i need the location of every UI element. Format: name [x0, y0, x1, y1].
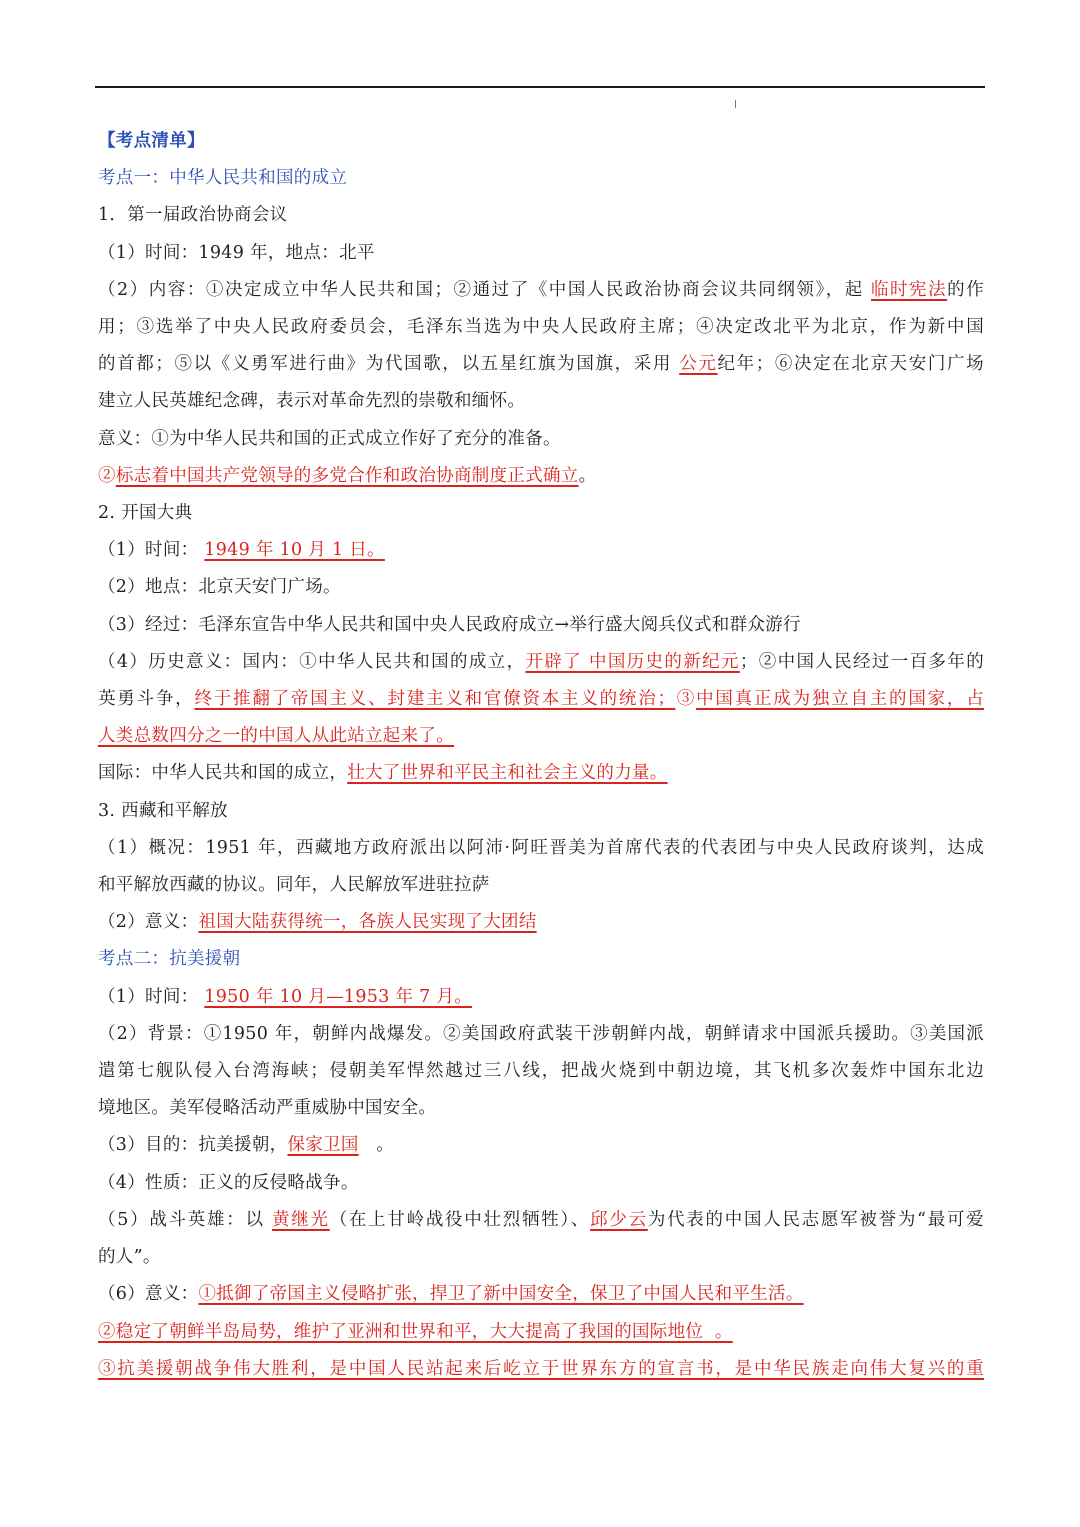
highlight-stood-up: 人类总数四分之一的中国人从此站立起来了。 [98, 726, 454, 747]
section1-significance-1: 意义：①为中华人民共和国的正式成立作好了充分的准备。 [98, 428, 561, 449]
highlight-independent: 中国真正成为独立自主的国家，占 [696, 689, 985, 710]
section1-content-line2: 用；③选举了中央人民政府委员会，毛泽东当选为中央人民政府主席；④决定改北平为北京，作为新中国 [98, 317, 984, 338]
topic1-title: 考点一：中华人民共和国的成立 [98, 168, 348, 189]
highlight-gregorian-era: 公元 [679, 354, 718, 375]
document-body [98, 123, 984, 1388]
highlight-war-dates: 1950 年 10 月—1953 年 7 月。 [204, 986, 473, 1007]
section1-content-line4: 建立人民英雄纪念碑，表示对革命先烈的崇敬和缅怀。 [98, 391, 526, 412]
list-title: 【考点清单】 [98, 131, 205, 151]
topic2-time: （1）时间： 1950 年 10 月—1953 年 7 月。 [98, 986, 473, 1007]
section3-overview-line1: （1）概况：1951 年，西藏地方政府派出以阿沛·阿旺晋美为首席代表的代表团与中央人民政府谈判，达成 [98, 837, 984, 858]
topic2-nature: （4）性质：正义的反侵略战争。 [98, 1172, 359, 1193]
topic2-heroes-line1: （5）战斗英雄：以 黄继光（在上甘岭战役中壮烈牺牲）、邱少云为代表的中国人民志愿军被誉为“最可爱 [98, 1209, 984, 1230]
section1-significance-2: ②标志着中国共产党领导的多党合作和政治协商制度正式确立。 [98, 465, 597, 486]
topic2-significance-2 [98, 1314, 984, 1351]
highlight-founding-date: 1949 年 10 月 1 日。 [204, 540, 385, 561]
highlight-unification: 祖国大陆获得统一，各族人民实现了大团结 [198, 912, 537, 933]
topic2-significance-3 [98, 1351, 984, 1388]
section2-international: 国际：中华人民共和国的成立，壮大了世界和平民主和社会主义的力量。 [98, 763, 668, 784]
header-tick-mark [735, 100, 736, 108]
topic2-significance-1: （6）意义：①抵御了帝国主义侵略扩张，捍卫了新中国安全，保卫了中国人民和平生活。 [98, 1284, 804, 1305]
section1-content-line3: 的首都；⑤以《义勇军进行曲》为代国歌，以五星红旗为国旗，采用 公元纪年；⑥决定在北京天安门广场 [98, 354, 984, 375]
section2-title: 2. 开国大典 [98, 503, 193, 524]
highlight-korea-stability: ②稳定了朝鲜半岛局势，维护了亚洲和世界和平，大大提高了我国的国际地位 。 [98, 1321, 733, 1342]
highlight-great-victory: ③抗美援朝战争伟大胜利，是中国人民站起来后屹立于世界东方的宣言书，是中华民族走向伟大复兴的重 [98, 1358, 984, 1379]
highlight-provisional-constitution: 临时宪法 [870, 279, 948, 300]
section1-time: （1）时间：1949 年，地点：北平 [98, 242, 375, 263]
topic2-background-line1: （2）背景：①1950 年，朝鲜内战爆发。②美国政府武装干涉朝鲜内战，朝鲜请求中国派兵援助。③美国派 [98, 1023, 984, 1044]
highlight-cpc-system: 标志着中国共产党领导的多党合作和政治协商制度正式确立 [115, 465, 579, 486]
highlight-defend-homeland: 保家卫国 [287, 1135, 359, 1156]
section3-title: 3. 西藏和平解放 [98, 800, 228, 821]
highlight-world-peace: 壮大了世界和平民主和社会主义的力量。 [347, 763, 668, 784]
header-rule [95, 86, 985, 88]
section2-time: （1）时间： 1949 年 10 月 1 日。 [98, 540, 385, 561]
topic2-background-line2: 遣第七舰队侵入台湾海峡；侵朝美军悍然越过三八线，把战火烧到中朝边境，其飞机多次轰炸中国东北边 [98, 1061, 984, 1082]
section1-content-line1: （2）内容：①决定成立中华人民共和国；②通过了《中国人民政治协商会议共同纲领》，起 临时宪法的作 [98, 279, 985, 300]
section1-title: 1．第一届政治协商会议 [98, 205, 288, 226]
topic2-heroes-line2: 的人”。 [98, 1247, 161, 1268]
section2-place: （2）地点：北京天安门广场。 [98, 577, 341, 598]
topic2-goal: （3）目的：抗美援朝，保家卫国 。 [98, 1135, 395, 1156]
section2-history-line2: 英勇斗争，终于推翻了帝国主义、封建主义和官僚资本主义的统治；③中国真正成为独立自主的国家，占 [98, 689, 985, 710]
highlight-huang-jiguang: 黄继光 [272, 1209, 330, 1230]
highlight-overthrow: 终于推翻了帝国主义、封建主义和官僚资本主义的统治； [194, 689, 676, 710]
section3-significance: （2）意义：祖国大陆获得统一，各族人民实现了大团结 [98, 912, 537, 933]
highlight-resist-aggression: ①抵御了帝国主义侵略扩张，捍卫了新中国安全，保卫了中国人民和平生活。 [198, 1284, 804, 1305]
section2-history-line3 [98, 718, 984, 755]
topic2-background-line3: 境地区。美军侵略活动严重威胁中国安全。 [98, 1098, 437, 1119]
section2-process: （3）经过：毛泽东宣告中华人民共和国中央人民政府成立→举行盛大阅兵仪式和群众游行 [98, 614, 801, 635]
highlight-qiu-shaoyun: 邱少云 [590, 1209, 648, 1230]
section3-overview-line2: 和平解放西藏的协议。同年，人民解放军进驻拉萨 [98, 875, 490, 896]
section2-history-line1: （4）历史意义：国内：①中华人民共和国的成立，开辟了 中国历史的新纪元；②中国人民经过一百多年的 [98, 651, 984, 672]
highlight-new-era: 开辟了 中国历史的新纪元 [525, 651, 740, 672]
topic2-title: 考点二：抗美援朝 [98, 949, 241, 970]
